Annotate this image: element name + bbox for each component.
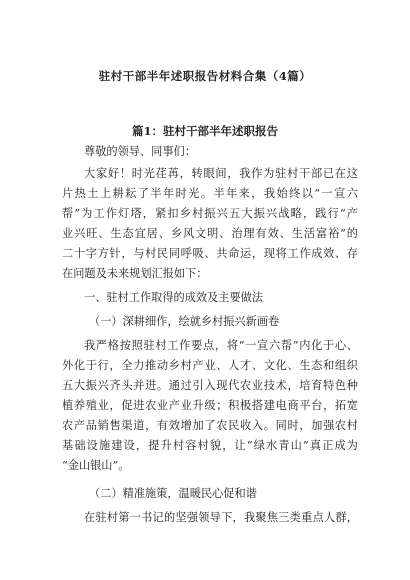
paragraph-line: 片热土上耕耘了半年时光。半年来，我始终以“一宣六 (62, 187, 358, 200)
paragraph-line: “金山银山”。 (62, 459, 130, 472)
section-title: 篇1：驻村干部半年述职报告 (131, 124, 278, 138)
paragraph-line: 业兴旺、生态宜居、乡风文明、治理有效、生活富裕”的 (62, 227, 358, 240)
paragraph-line: 在驻村第一书记的坚强领导下，我聚焦三类重点人群， (84, 511, 358, 524)
subheading-2: （二）精准施策，温暖民心促和谐 (89, 487, 257, 500)
paragraph-line: 大家好！时光荏苒，转眼间，我作为驻村干部已在这 (84, 167, 358, 180)
paragraph-line: 在问题及未来规划汇报如下： (62, 267, 208, 280)
paragraph-line: 农产品销售渠道，有效增加了农民收入。同时，加强农村 (62, 419, 358, 432)
document-title: 驻村干部半年述职报告材料合集（4篇） (98, 69, 312, 83)
paragraph-line: 二十字方针，与村民同呼吸、共命运，现将工作成效、存 (62, 247, 358, 260)
paragraph-line: 外化于行，全力推动乡村产业、人才、文化、生态和组织 (62, 359, 358, 372)
paragraph-line: 帮”为工作灯塔，紧扣乡村振兴五大振兴战略，践行“产 (62, 207, 358, 220)
salutation: 尊敬的领导、同事们： (84, 145, 196, 158)
paragraph-line: 植养殖业，促进农业产业升级；积极搭建电商平台，拓宽 (62, 399, 358, 412)
paragraph-line: 我严格按照驻村工作要点，将“一宣六帮”内化于心、 (84, 339, 358, 352)
heading-1: 一、驻村工作取得的成效及主要做法 (84, 291, 264, 304)
subheading-1: （一）深耕细作，绘就乡村振兴新画卷 (89, 315, 280, 328)
paragraph-line: 基础设施建设，提升村容村貌，让“绿水青山”真正成为 (62, 439, 358, 452)
paragraph-line: 五大振兴齐头并进。通过引入现代农业技术，培育特色种 (62, 379, 358, 392)
